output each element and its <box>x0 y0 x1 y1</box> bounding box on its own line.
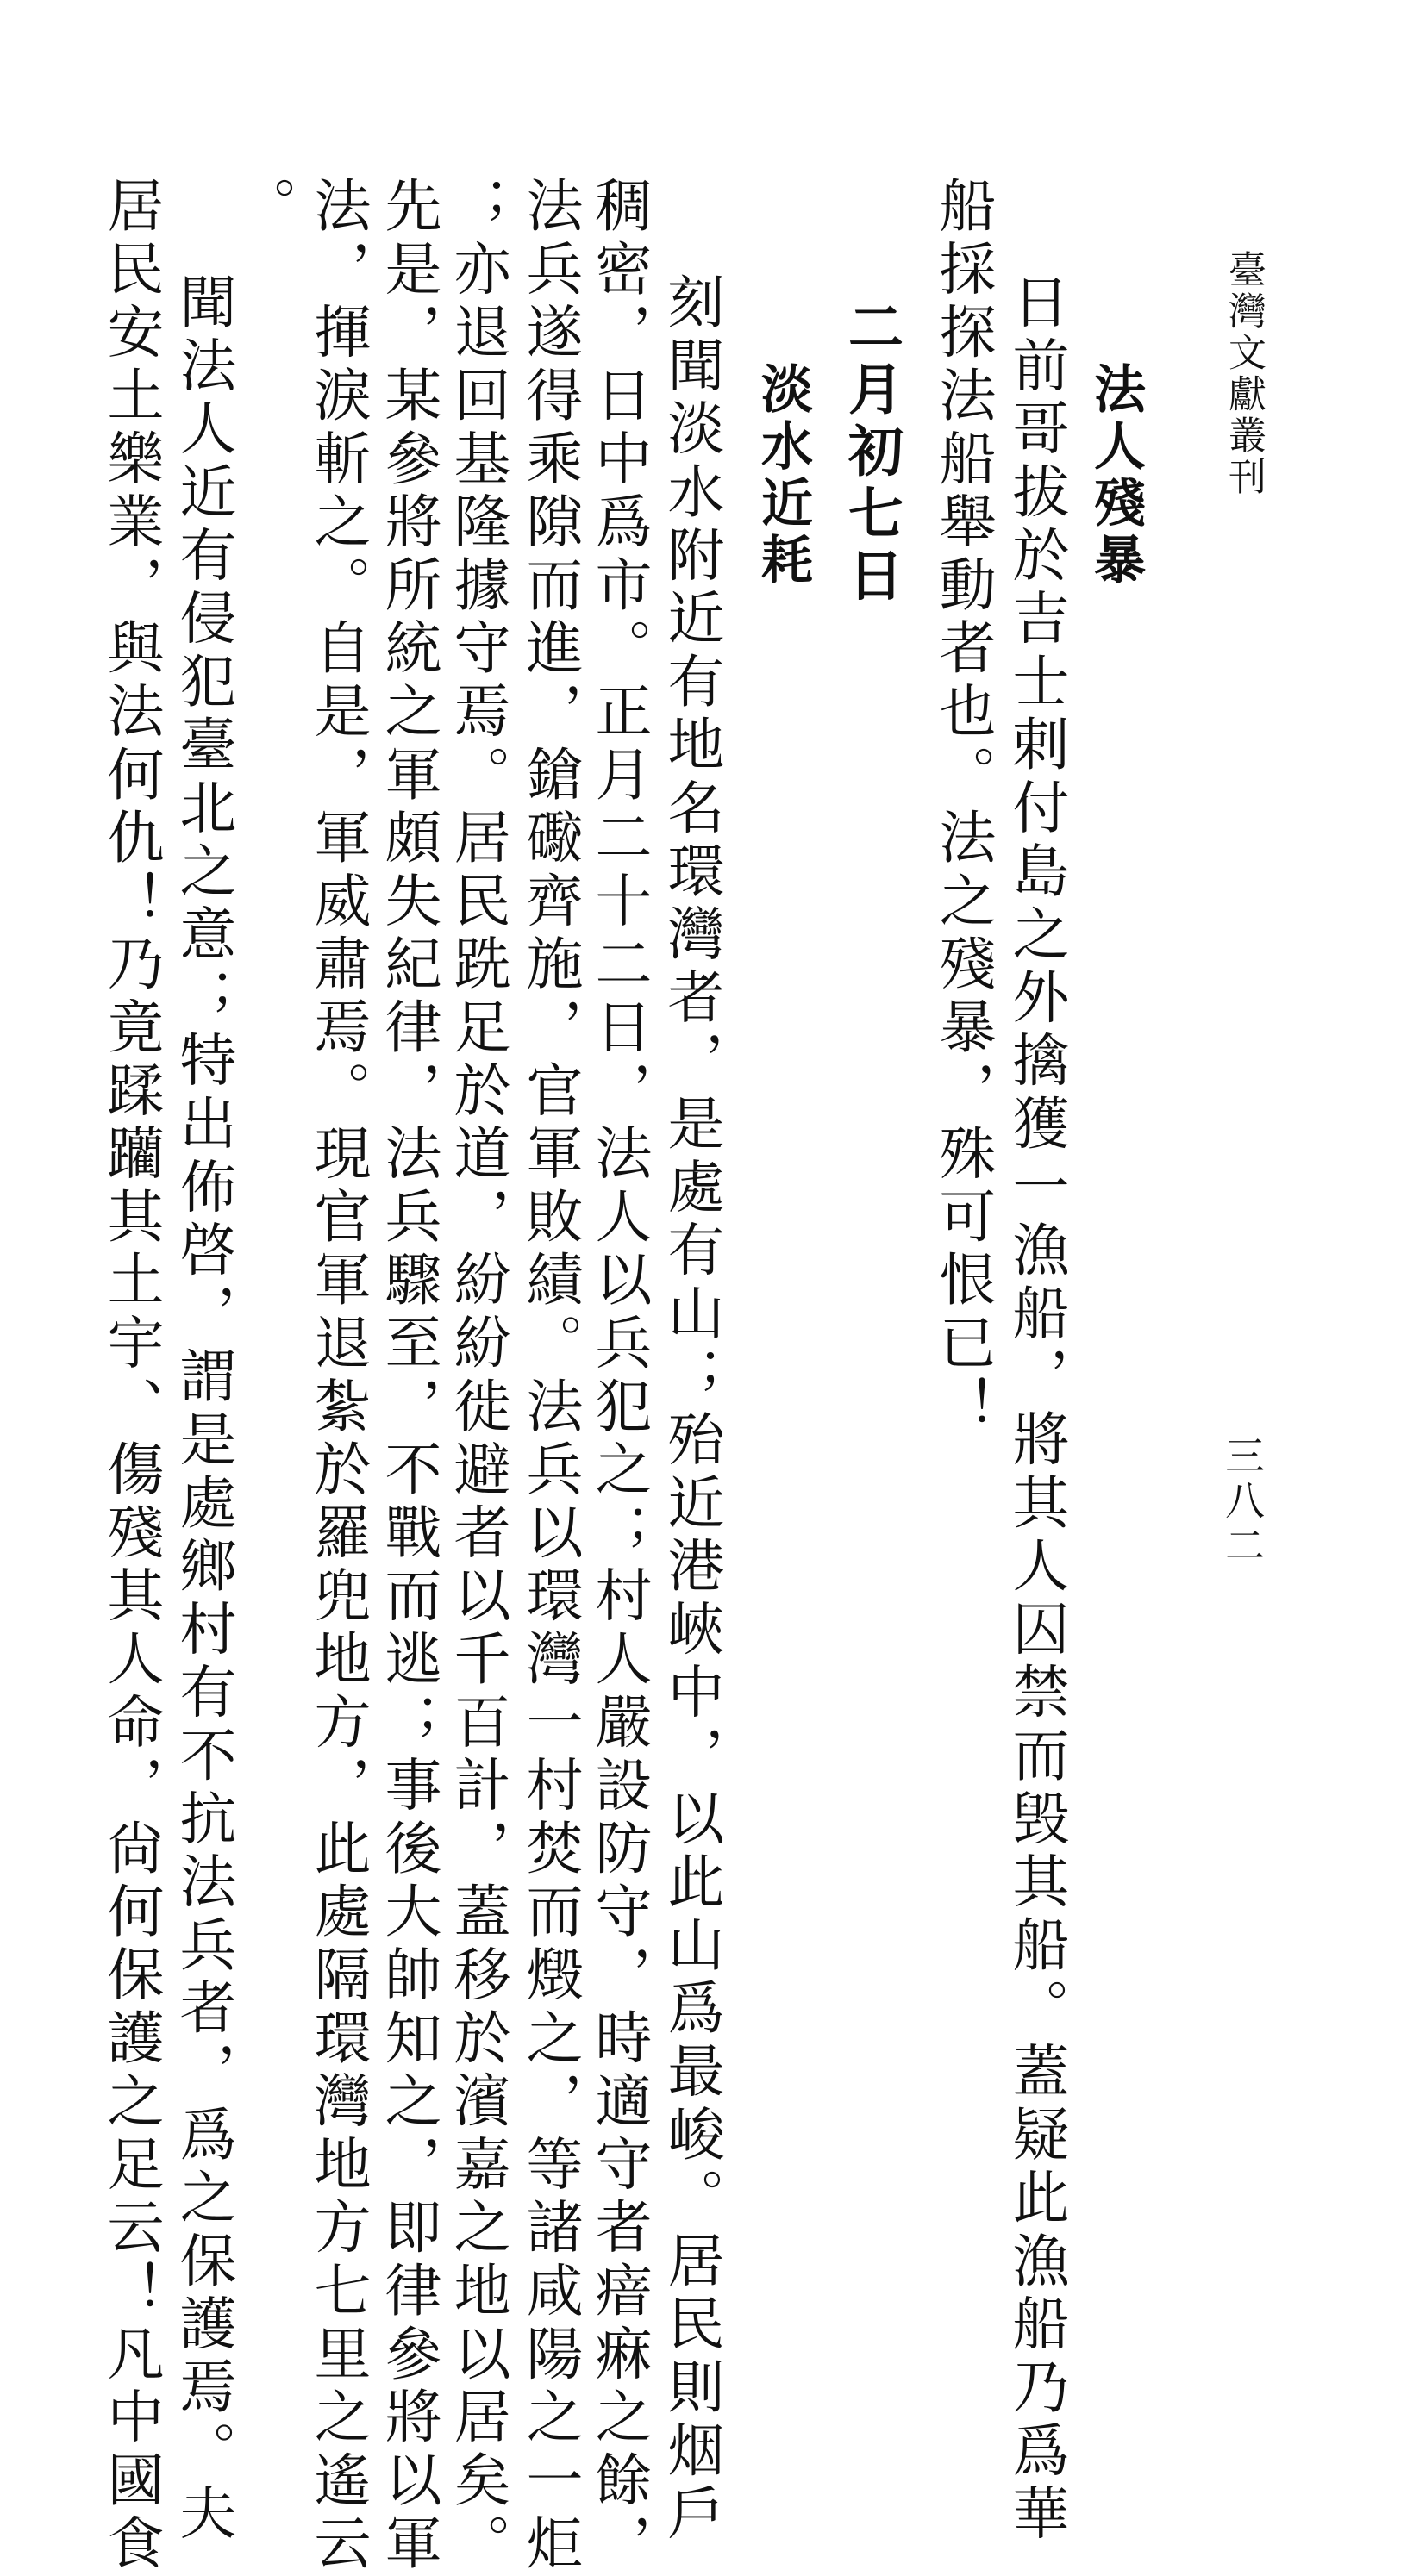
section2-line-5: 先是，某參將所統之軍頗失紀律，法兵驟至，不戰而逃；事後大帥知之，即律參將以軍 <box>375 176 441 2576</box>
section-title-fa-ren-can-bao: 法人殘暴 <box>1085 362 1146 589</box>
section2-line-7: 。 <box>230 176 297 240</box>
section3-line-2: 居民安土樂業，與法何仇！乃竟蹂躪其土宇、傷殘其人命，尙何保護之足云！凡中國食 <box>97 176 164 2576</box>
running-head: 臺灣文獻叢刊 <box>1222 250 1266 498</box>
section2-line-1: 刻聞淡水附近有地名環灣者，是處有山；殆近港峽中，以此山爲最峻。居民則烟戶 <box>658 272 724 2547</box>
section1-line-1: 日前哥拔於吉士剌付島之外擒獲一漁船，將其人囚禁而毁其船。蓋疑此漁船乃爲華 <box>1003 272 1069 2547</box>
section2-line-3: 法兵遂得乘隙而進，鎗礮齊施，官軍敗績。法兵以環灣一村焚而燬之，等諸咸陽之一炬 <box>516 176 583 2576</box>
section1-line-2: 船採探法船舉動者也。法之殘暴，殊可恨已！ <box>929 176 996 1439</box>
section2-line-6: 法，揮淚斬之。自是，軍威肅焉。現官軍退紮於羅兜地方，此處隔環灣地方七里之遙云 <box>304 176 371 2576</box>
section-title-danshui-jin-hao: 淡水近耗 <box>753 362 813 589</box>
date-heading: 二月初七日 <box>839 298 904 608</box>
section2-line-2: 稠密，日中爲市。正月二十二日，法人以兵犯之；村人嚴設防守，時適守者瘖痳之餘， <box>585 176 652 2576</box>
section2-line-4: ；亦退回基隆據守焉。居民跣足於道，紛紛徙避者以千百計，蓋移於濱嘉之地以居矣。 <box>444 176 510 2576</box>
section3-line-1: 聞法人近有侵犯臺北之意；特出佈啓，謂是處鄉村有不抗法兵者，爲之保護焉。夫 <box>170 272 236 2547</box>
page-number: 三八二 <box>1219 1435 1266 1569</box>
